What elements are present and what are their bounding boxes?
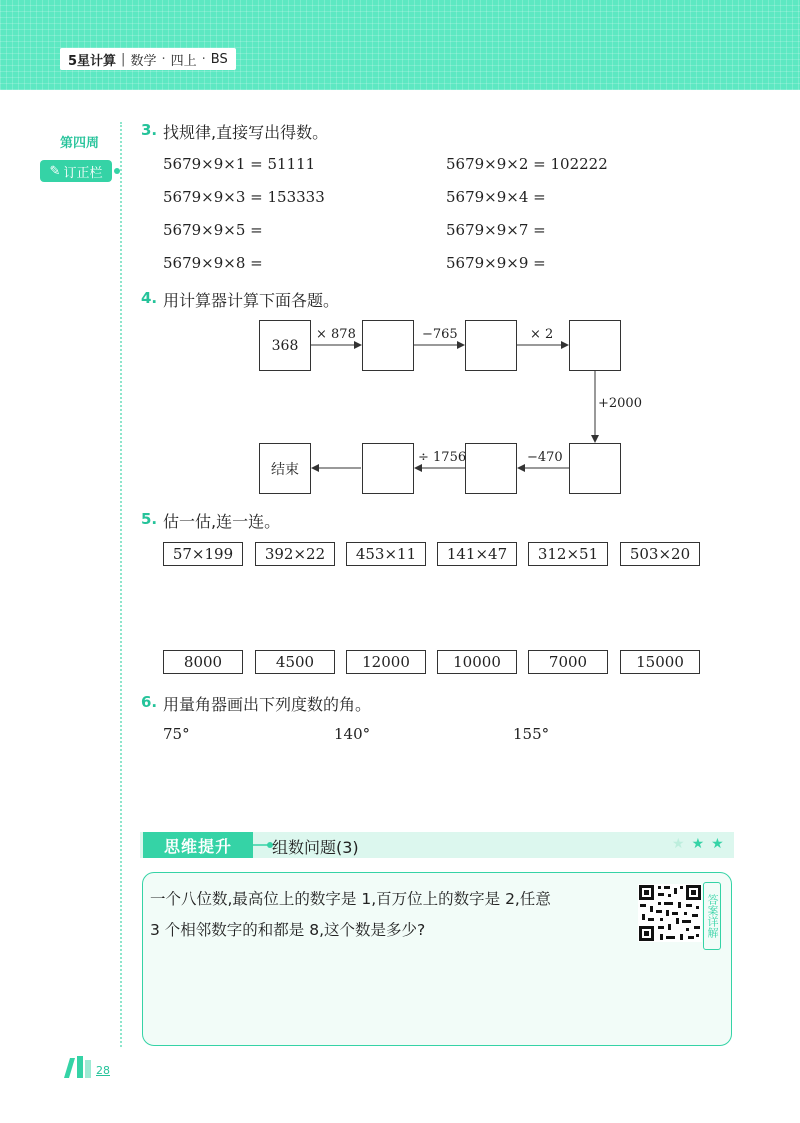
series-title: 5星计算 [68, 53, 117, 69]
estimate-box-2[interactable]: 4500 [255, 650, 335, 674]
estimate-box-5[interactable]: 7000 [528, 650, 608, 674]
op-divide-1756: ÷ 1756 [418, 450, 467, 465]
op-multiply-2: × 2 [530, 327, 554, 342]
angle-75: 75° [163, 725, 190, 743]
q4-number: 4. [141, 289, 158, 307]
flow-answer-box-2[interactable] [465, 320, 517, 371]
q3-equation-6: 5679×9×7 = [446, 221, 546, 239]
subject: 数学 [130, 53, 157, 69]
page-number: 28 [96, 1064, 110, 1077]
q3-equation-5: 5679×9×5 = [163, 221, 263, 239]
flow-answer-box-1[interactable] [362, 320, 414, 371]
problem-line-2: 3 个相邻数字的和都是 8,这个数是多少? [150, 921, 426, 939]
q4-text: 用计算器计算下面各题。 [163, 291, 340, 310]
angle-155: 155° [513, 725, 550, 743]
difficulty-stars [672, 836, 724, 852]
thinking-title: 组数问题(3) [272, 838, 359, 857]
flowchart-arrows [0, 0, 800, 520]
expression-box-2[interactable]: 392×22 [255, 542, 335, 566]
q3-equation-2: 5679×9×2 = 102222 [446, 155, 608, 173]
flow-answer-box-3[interactable] [569, 320, 621, 371]
correction-label: 订正栏 [63, 165, 103, 181]
op-minus-765: −765 [422, 327, 458, 342]
flow-answer-box-6[interactable] [362, 443, 414, 494]
dot-1: · [161, 51, 166, 67]
q3-equation-8: 5679×9×9 = [446, 254, 546, 272]
q3-equation-3: 5679×9×3 = 153333 [163, 188, 325, 206]
dot-2: · [201, 51, 206, 67]
expression-box-4[interactable]: 141×47 [437, 542, 517, 566]
op-multiply-878: × 878 [316, 327, 356, 342]
flow-answer-box-5[interactable] [465, 443, 517, 494]
q3-number: 3. [141, 121, 158, 139]
star-icon: ★ [711, 836, 724, 852]
q6-number: 6. [141, 693, 158, 711]
q3-equation-1: 5679×9×1 = 51111 [163, 155, 316, 173]
connector-icon [252, 840, 274, 850]
flow-end-box: 结束 [259, 443, 311, 494]
expression-box-5[interactable]: 312×51 [528, 542, 608, 566]
expression-box-6[interactable]: 503×20 [620, 542, 700, 566]
flow-start-box: 368 [259, 320, 311, 371]
q5-text: 估一估,连一连。 [163, 512, 281, 531]
expression-box-3[interactable]: 453×11 [346, 542, 426, 566]
problem-line-1: 一个八位数,最高位上的数字是 1,百万位上的数字是 2,任意 [150, 890, 551, 908]
expression-box-1[interactable]: 57×199 [163, 542, 243, 566]
estimate-box-3[interactable]: 12000 [346, 650, 426, 674]
edition: BS [210, 51, 228, 67]
q6-text: 用量角器画出下列度数的角。 [163, 695, 372, 714]
book-stack-icon [62, 1052, 94, 1078]
op-plus-2000: +2000 [598, 396, 642, 411]
estimate-box-4[interactable]: 10000 [437, 650, 517, 674]
pencil-icon: ✎ [49, 163, 61, 179]
qr-code-icon[interactable] [638, 884, 702, 942]
estimate-box-1[interactable]: 8000 [163, 650, 243, 674]
angle-140: 140° [334, 725, 371, 743]
flow-answer-box-4[interactable] [569, 443, 621, 494]
q3-equation-4: 5679×9×4 = [446, 188, 546, 206]
star-icon: ★ [672, 836, 685, 852]
separator: | [121, 51, 126, 67]
q3-equation-7: 5679×9×8 = [163, 254, 263, 272]
grade: 四上 [170, 53, 197, 69]
star-icon: ★ [691, 836, 705, 852]
op-minus-470: −470 [527, 450, 563, 465]
answer-detail-label: 答案详解 [703, 882, 721, 950]
estimate-box-6[interactable]: 15000 [620, 650, 700, 674]
q5-number: 5. [141, 510, 158, 528]
q3-text: 找规律,直接写出得数。 [163, 123, 329, 142]
week-label: 第四周 [60, 136, 100, 151]
thinking-tag: 思维提升 [143, 832, 253, 858]
